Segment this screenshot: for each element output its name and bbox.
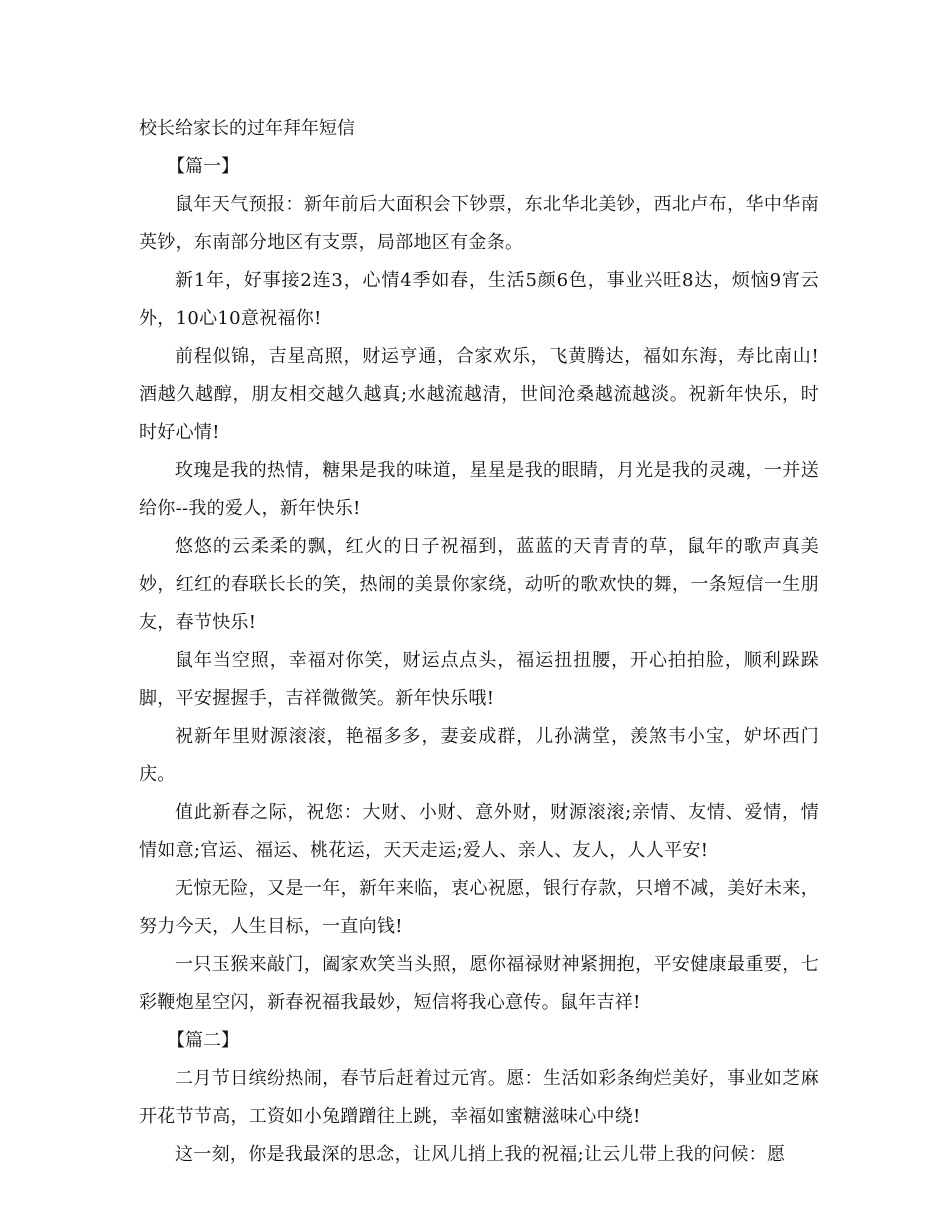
section-heading-1: 【篇一】 <box>167 156 239 177</box>
paragraph: 玫瑰是我的热情，糖果是我的味道，星星是我的眼睛，月光是我的灵魂，一并送给你--我的爱人，新年快乐! <box>139 460 819 519</box>
paragraph: 悠悠的云柔柔的飘，红火的日子祝福到，蓝蓝的天青青的草，鼠年的歌声真美妙，红红的春联长长的笑，热闹的美景你家绕，动听的歌欢快的舞，一条短信一生朋友，春节快乐! <box>139 536 819 633</box>
document-page <box>139 110 819 1174</box>
paragraph: 祝新年里财源滚滚，艳福多多，妻妾成群，儿孙满堂，羡煞韦小宝，妒坏西门庆。 <box>139 726 819 785</box>
paragraph: 无惊无险，又是一年，新年来临，衷心祝愿，银行存款，只增不减，美好未来，努力今天，人生目标，一直向钱! <box>139 878 819 937</box>
section-heading-2: 【篇二】 <box>167 1030 239 1051</box>
paragraph: 一只玉猴来敲门，阖家欢笑当头照，愿你福禄财神紧拥抱，平安健康最重要，七彩鞭炮星空闪，新春祝福我最妙，短信将我心意传。鼠年吉祥! <box>139 954 819 1013</box>
paragraph: 新1年，好事接2连3，心情4季如春，生活5颜6色，事业兴旺8达，烦恼9宵云外，10心10意祝福你! <box>139 270 819 329</box>
document-title: 校长给家长的过年拜年短信 <box>139 118 355 139</box>
paragraph: 前程似锦，吉星高照，财运亨通，合家欢乐，飞黄腾达，福如东海，寿比南山!酒越久越醇，朋友相交越久越真;水越流越清，世间沧桑越流越淡。祝新年快乐，时时好心情! <box>139 346 819 443</box>
paragraph: 值此新春之际，祝您：大财、小财、意外财，财源滚滚;亲情、友情、爱情，情情如意;官运、福运、桃花运，天天走运;爱人、亲人、友人，人人平安! <box>139 802 819 861</box>
paragraph: 这一刻，你是我最深的思念，让风儿捎上我的祝福;让云儿带上我的问候：愿 <box>175 1144 786 1165</box>
paragraph: 鼠年当空照，幸福对你笑，财运点点头，福运扭扭腰，开心拍拍脸，顺利跺跺脚，平安握握手，吉祥微微笑。新年快乐哦! <box>139 650 819 709</box>
paragraph: 鼠年天气预报：新年前后大面积会下钞票，东北华北美钞，西北卢布，华中华南英钞，东南部分地区有支票，局部地区有金条。 <box>139 194 819 253</box>
paragraph: 二月节日缤纷热闹，春节后赶着过元宵。愿：生活如彩条绚烂美好，事业如芝麻开花节节高，工资如小兔蹭蹭往上跳，幸福如蜜糖滋味心中绕! <box>139 1068 819 1127</box>
